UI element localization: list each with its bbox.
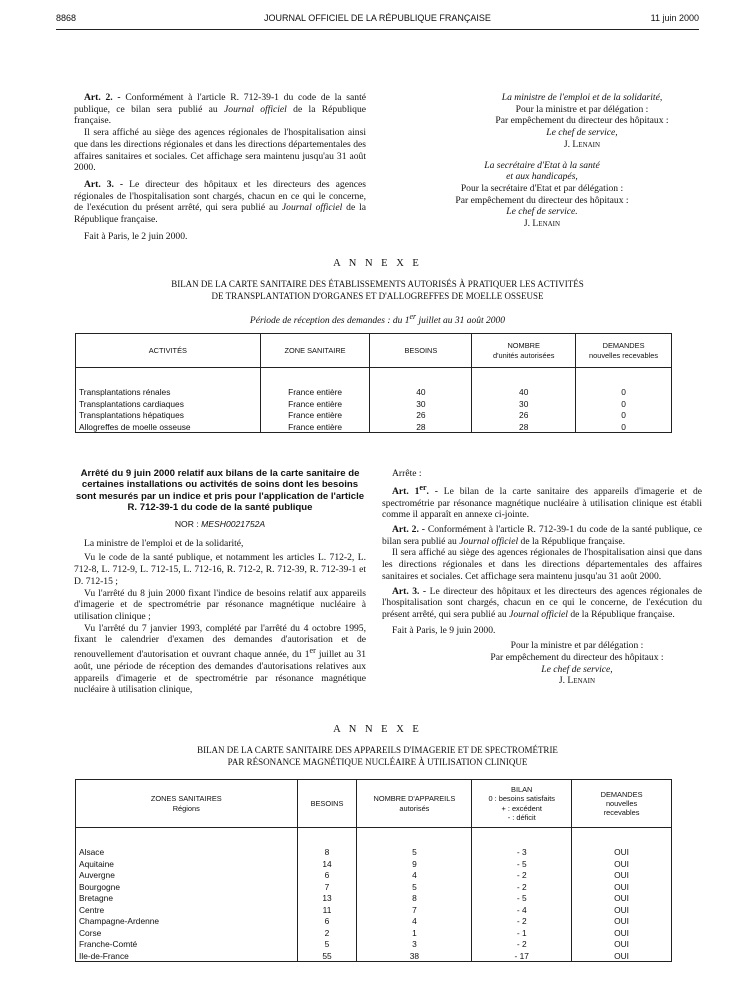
page-number: 8868 xyxy=(56,13,77,23)
signature-date: Fait à Paris, le 2 juin 2000. xyxy=(84,230,188,242)
header-rule xyxy=(56,29,699,30)
decree-9-juin-right: Arrête : Art. 1er. - Le bilan de la carte sanitaire des appareils d'imagerie et de spectrométrie par résonance magnétique nucléaire à utilisation clinique est établi comme il apparaît en annexe ci-jointe. Art. 2. - Conformément à l'article R. 712-39-1 du code de la santé publique, ce bilan sera publié au Journal officiel de la République française. Il sera affiché au siège des agences régionales de l'hospitalisation ainsi que dans les directions régionales et dans les directions départementales des affaires sanitaires et sociales. Cet affichage sera maintenu jusqu'au 31 août 2000. Art. 3. - Le directeur des hôpitaux et les directeurs des agences régionales de l'hospitalisation sont chargés, chacun en ce qui le concerne, de l'exécution du présent arrêté, qui sera publié au Journal officiel de la République française. Fait à Paris, le 9 juin 2000. Pour la ministre et par délégation : Par empêchement du directeur des hôpitaux : Le chef de service, J. Lenain xyxy=(382,468,703,687)
article-3: Art. 3. - Le directeur des hôpitaux et les directeurs des agences régionales de l'hospitalisation sont chargés, chacun en ce qui le concerne, de l'exécution du présent arrêté, qui sera publié au Journal officiel de la République française. xyxy=(382,585,703,620)
article-2: Art. 2. - Conformément à l'article R. 712-39-1 du code de la santé publique, ce bilan sera publié au Journal officiel de la République française. xyxy=(382,524,703,547)
nor-reference: NOR : MESH0021752A xyxy=(174,519,266,530)
decree-title: Arrêté du 9 juin 2000 relatif aux bilans de la carte sanitaire de certaines installations ou activités de soins dont les besoins sont mesurés par un indice et pris pour l'application de l'article R. 712-39-1 du code de la santé publique xyxy=(75,468,365,513)
table-row: Auvergne 6 4 - 2 OUI xyxy=(76,869,672,881)
table-row: Franche-Comté 5 3 - 2 OUI xyxy=(76,938,672,950)
table-row: Bretagne 13 8 - 5 OUI xyxy=(76,892,672,904)
table-row: Champagne-Ardenne 6 4 - 2 OUI xyxy=(76,915,672,927)
decree-9-juin-left: Arrêté du 9 juin 2000 relatif aux bilans de la carte sanitaire de certaines installations ou activités de soins dont les besoins sont mesurés par un indice et pris pour l'application de l'article R. 712-39-1 du code de la santé publique NOR : MESH0021752A La ministre de l'emploi et de la solidarité, Vu le code de la santé publique, et notamment les articles L. 712-2, L. 712-8, L. 712-9, L. 712-15, L. 712-16, R. 712-2, R. 712-39, R. 712-39-1 et D. 712-15 ; Vu l'arrêté du 8 juin 2000 fixant l'indice de besoins relatif aux appareils d'imagerie et de spectrométrie par résonance magnétique nucléaire à utilisation clinique ; Vu l'arrêté du 7 janvier 1993, complété par l'arrêté du 4 octobre 1995, fixant le calendrier d'examen des demandes d'autorisation et de renouvellement d'autorisation et ouvrant chaque année, du 1er juillet au 31 août, une période de réception des demandes d'autorisations relatives aux appareils d'imagerie et de spectrométrie par résonance magnétique nucléaire à utilisation clinique, xyxy=(74,468,366,696)
annexe-1-table: ACTIVITÉS ZONE SANITAIRE BESOINS NOMBRE d'unités autorisées DEMANDES nouvelles recevables Transplantations rénales France entière 40 40 0 Transplantations cardiaques France entière 30 30 0 Transplantations hépatiques France entière 26 26 0 Allogreffes de moelle osseuse France entière 28 28 0 xyxy=(75,333,672,433)
article-2: Art. 2. - Conformément à l'article R. 712-39-1 du code de la santé publique, ce bilan sera publié au Journal officiel de la République française. xyxy=(74,92,367,127)
table-row: Aquitaine 14 9 - 5 OUI xyxy=(76,858,672,870)
table-row: Transplantations rénales France entière 40 40 0 xyxy=(76,386,672,398)
annexe-1-heading: A N N E X E BILAN DE LA CARTE SANITAIRE DES ÉTABLISSEMENTS AUTORISÉS À PRATIQUER LES ACTIVITÉS DE TRANSPLANTATION D'ORGANES ET D'ALLOGREFFES DE MOELLE OSSEUSE Période de réception des demandes : du 1er juillet au 31 août 2000 xyxy=(56,258,699,327)
table-row: Centre 11 7 - 4 OUI xyxy=(76,904,672,916)
article-2-display: Il sera affiché au siège des agences régionales de l'hospitalisation ainsi que dans les directions régionales et dans les directions départementales des affaires sanitaires et sociales. Cet affichage sera maintenu jusqu'au 31 août 2000. xyxy=(74,127,366,174)
table-row: Transplantations cardiaques France entière 30 30 0 xyxy=(76,398,672,410)
table-row: Allogreffes de moelle osseuse France entière 28 28 0 xyxy=(76,421,672,433)
table-row: Corse 2 1 - 1 OUI xyxy=(76,927,672,939)
table-row: Ile-de-France 55 38 - 17 OUI xyxy=(76,950,672,962)
annexe-2-heading: A N N E X E BILAN DE LA CARTE SANITAIRE DES APPAREILS D'IMAGERIE ET DE SPECTROMÉTRIE PAR RÉSONANCE MAGNÉTIQUE NUCLÉAIRE À UTILISATION CLINIQUE xyxy=(197,724,558,767)
signatures-block: La ministre de l'emploi et de la solidarité, Pour la ministre et par délégation : Par empêchement du directeur des hôpitaux : Le chef de service, J. Lenain La secrétaire d'Etat à la santé et aux handicapés, Pour la secrétaire d'Etat et par délégation : Par empêchement du directeur des hôpitaux : Le chef de service. J. Lenain xyxy=(455,92,669,230)
page-header xyxy=(56,13,699,27)
journal-title: JOURNAL OFFICIEL DE LA RÉPUBLIQUE FRANÇAISE xyxy=(264,13,491,23)
annexe-2-table: ZONES SANITAIRES Régions BESOINS NOMBRE D'APPAREILS autorisés BILAN 0 : besoins satisfaits + : excédent - : déficit DEMANDES nouvelles recevables Alsace 8 5 - 3 OUI Aquitaine 14 9 - 5 OUI Auvergne 6 4 - 2 OUI Bourgogne 7 5 - 2 OUI Bretagne 13 8 - 5 OUI Centre 11 7 - 4 OUI Champagne-Ardenne 6 4 - 2 OUI Corse 2 1 - 1 OUI Franche-Comté 5 3 - 2 OUI Ile-de-France 55 38 - 17 OUI xyxy=(75,779,672,962)
signature: Pour la ministre et par délégation : Par empêchement du directeur des hôpitaux : Le chef de service, J. Lenain xyxy=(490,640,664,687)
previous-decree-end xyxy=(74,92,366,242)
reception-period: Période de réception des demandes : du 1er juillet au 31 août 2000 xyxy=(249,311,506,326)
table-row: Bourgogne 7 5 - 2 OUI xyxy=(76,881,672,893)
table-row: Alsace 8 5 - 3 OUI xyxy=(76,846,672,858)
issue-date: 11 juin 2000 xyxy=(650,13,699,23)
table-row: Transplantations hépatiques France entière 26 26 0 xyxy=(76,409,672,421)
article-1: Art. 1er. - Le bilan de la carte sanitaire des appareils d'imagerie et de spectrométrie par résonance magnétique nucléaire à utilisation clinique est établi comme il apparaît en annexe ci-jointe. xyxy=(382,482,703,521)
article-3: Art. 3. - Le directeur des hôpitaux et les directeurs des agences régionales de l'hospitalisation sont chargés, chacun en ce qui le concerne, de l'exécution du présent arrêté, qui sera publié au Journal officiel de la République française. xyxy=(74,178,367,226)
